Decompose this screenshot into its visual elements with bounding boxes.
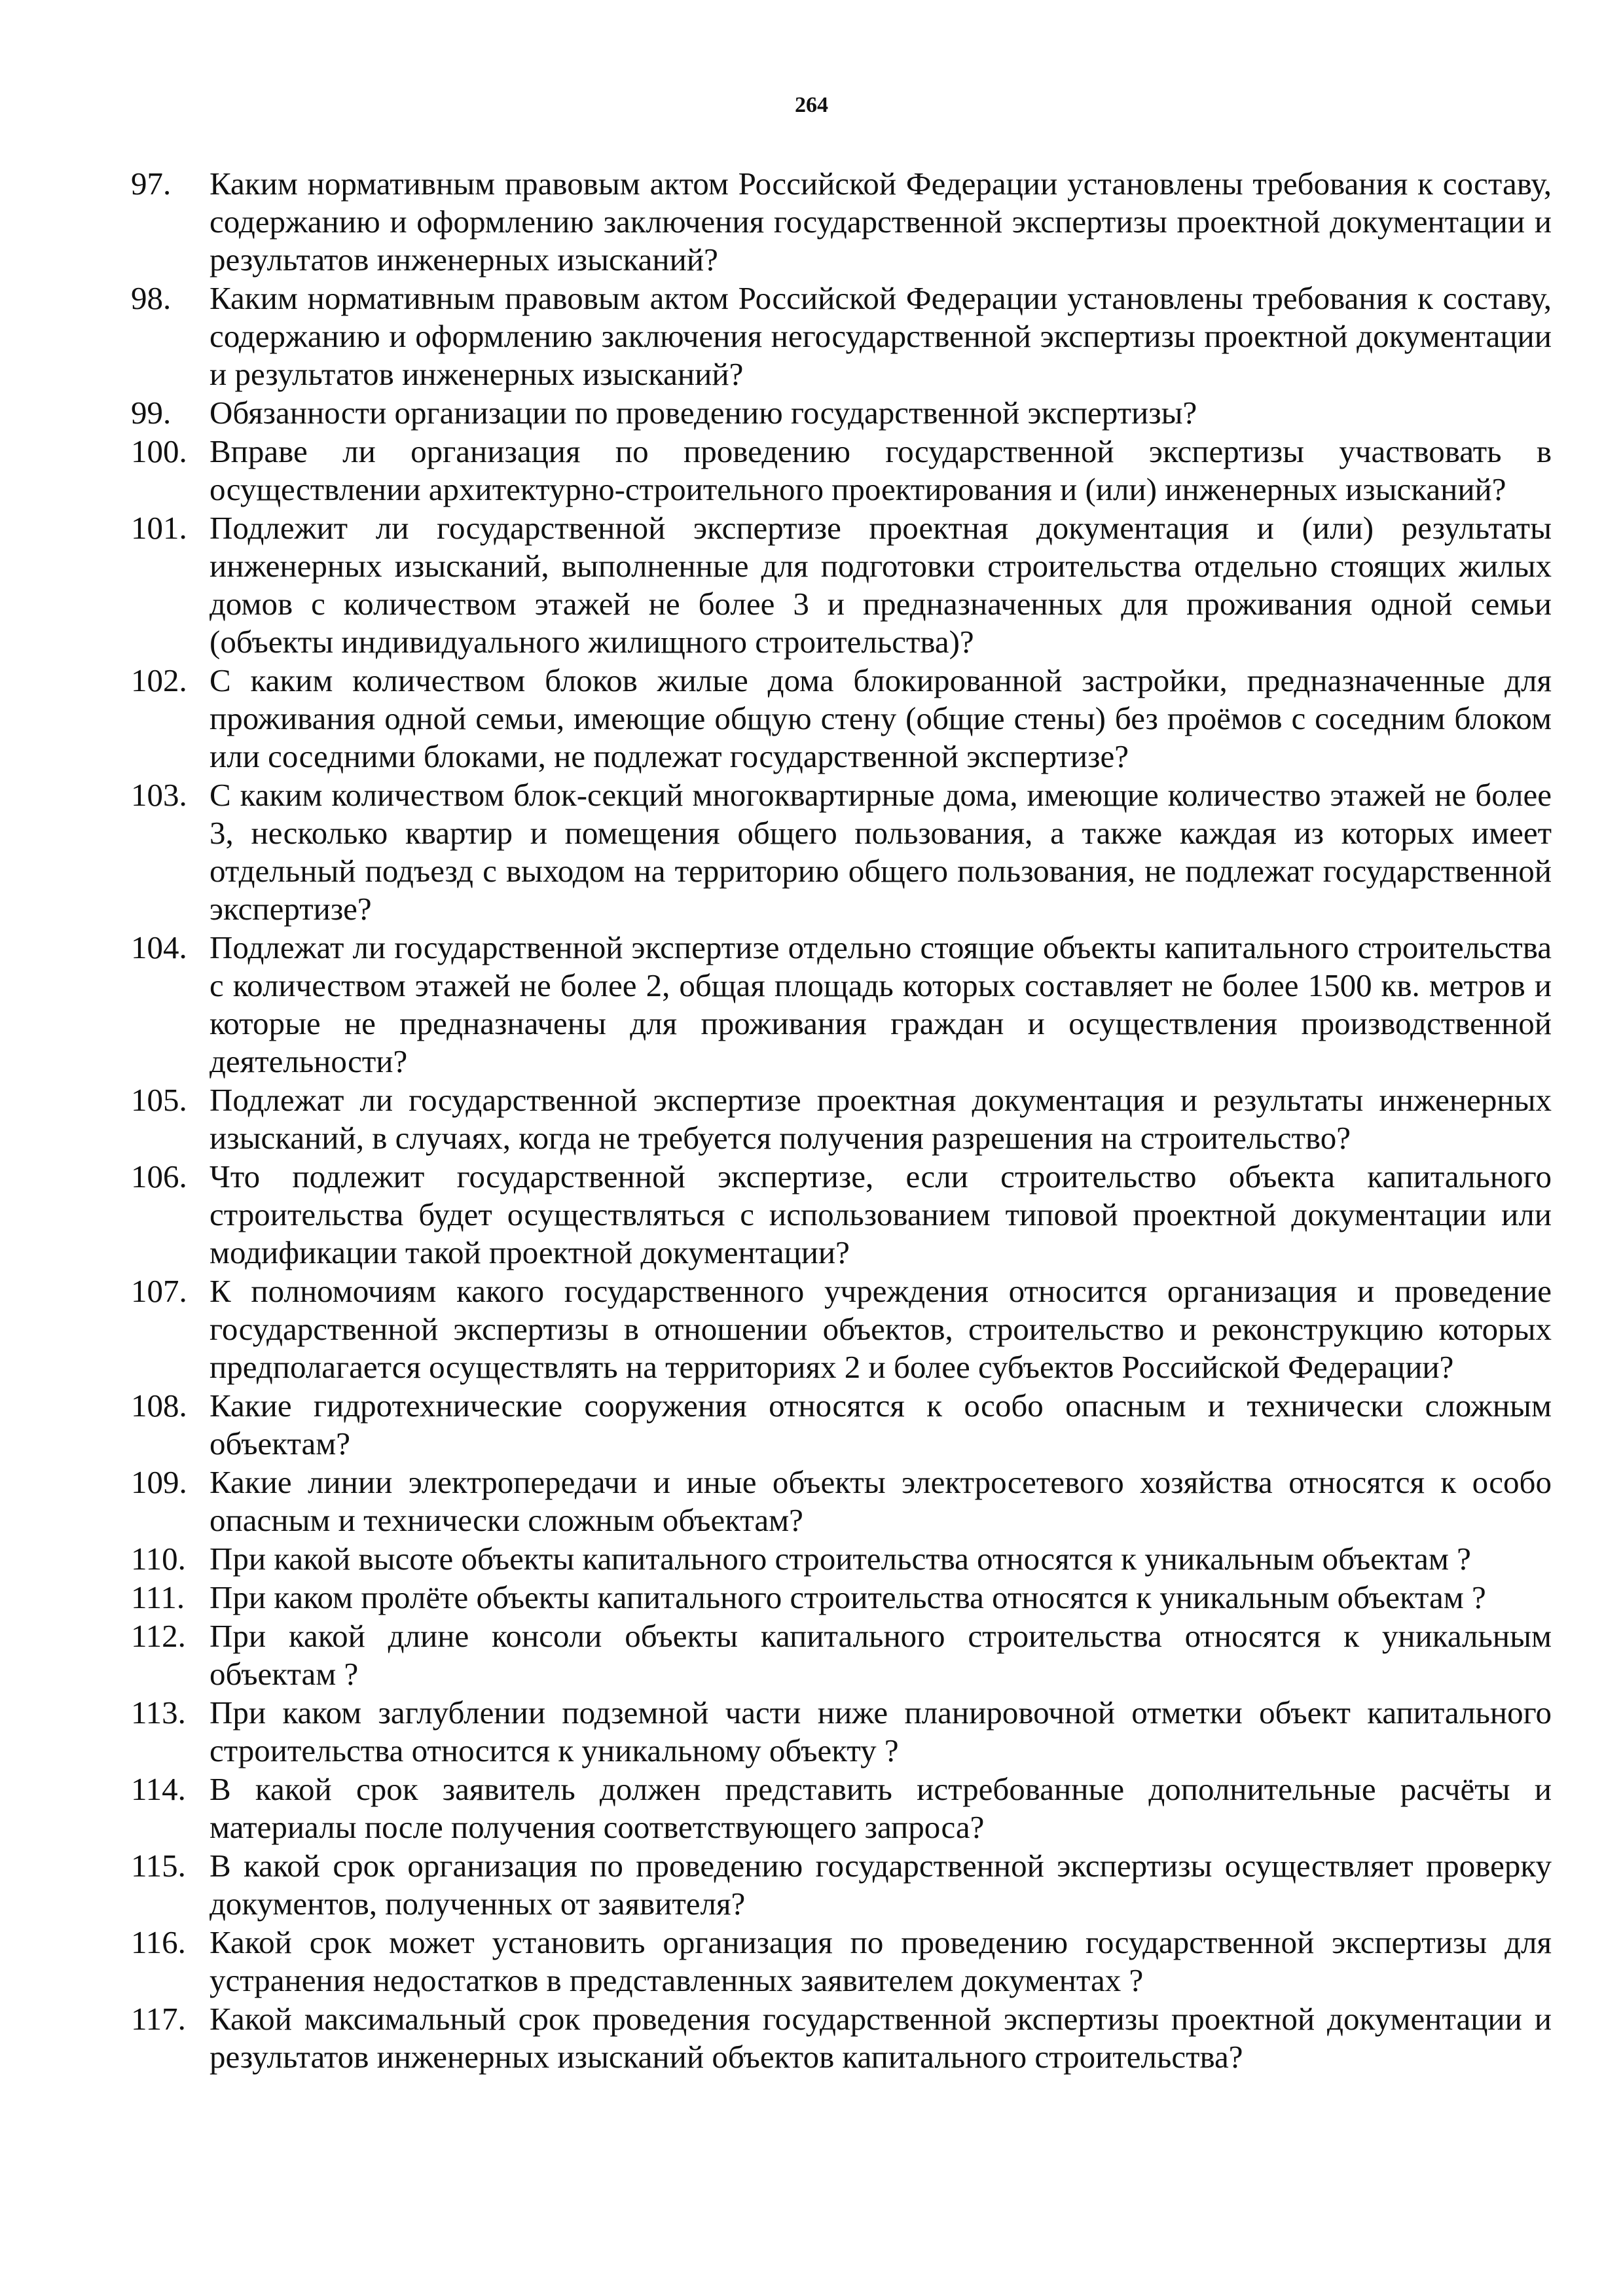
question-text: Каким нормативным правовым актом Российской Федерации установлены требования к составу, содержанию и оформлению заключения государственной экспертизы проектной документации и результатов инженерных изысканий? <box>210 166 1552 278</box>
question-text: Подлежит ли государственной экспертизе проектная документация и (или) результаты инженерных изысканий, выполненные для подготовки строительства отдельно стоящих жилых домов с количеством этажей не более 3 и предназначенных для проживания одной семьи (объекты индивидуального жилищного строительства)? <box>210 510 1552 660</box>
question-number: 117. <box>131 2001 186 2037</box>
question-number: 113. <box>131 1695 186 1731</box>
question-item <box>131 1081 1552 1157</box>
question-number: 106. <box>131 1158 187 1194</box>
question-text: Какие линии электропередачи и иные объекты электросетевого хозяйства относятся к особо опасным и технически сложным объектам? <box>210 1464 1552 1538</box>
question-number: 115. <box>131 1848 186 1884</box>
question-item <box>131 433 1552 509</box>
question-number: 99. <box>131 395 172 431</box>
question-text: Обязанности организации по проведению государственной экспертизы? <box>210 395 1197 431</box>
question-item <box>131 509 1552 661</box>
question-number: 100. <box>131 433 187 469</box>
question-number: 97. <box>131 166 172 202</box>
question-number: 104. <box>131 929 187 965</box>
question-text: При каком пролёте объекты капитального строительства относятся к уникальным объектам ? <box>210 1579 1486 1615</box>
question-text: Подлежат ли государственной экспертизе проектная документация и результаты инженерных изысканий, в случаях, когда не требуется получения разрешения на строительство? <box>210 1082 1552 1156</box>
question-item <box>131 1272 1552 1386</box>
question-number: 105. <box>131 1082 187 1118</box>
question-item <box>131 1694 1552 1770</box>
question-number: 111. <box>131 1579 185 1615</box>
question-item <box>131 1924 1552 2000</box>
page-number: 264 <box>795 93 828 117</box>
question-number: 116. <box>131 1924 186 1960</box>
question-text: Вправе ли организация по проведению государственной экспертизы участвовать в осуществлении архитектурно-строительного проектирования и (или) инженерных изысканий? <box>210 433 1552 507</box>
question-number: 112. <box>131 1618 186 1654</box>
question-text: Какой максимальный срок проведения государственной экспертизы проектной документации и результатов инженерных изысканий объектов капитального строительства? <box>210 2001 1552 2075</box>
question-number: 102. <box>131 662 187 698</box>
question-number: 107. <box>131 1273 187 1309</box>
question-text: Какой срок может установить организация по проведению государственной экспертизы для устранения недостатков в представленных заявителем документах ? <box>210 1924 1552 1998</box>
question-text: В какой срок заявитель должен представить истребованные дополнительные расчёты и материалы после получения соответствующего запроса? <box>210 1771 1552 1845</box>
question-number: 108. <box>131 1388 187 1424</box>
question-item <box>131 1463 1552 1539</box>
question-number: 114. <box>131 1771 186 1807</box>
question-text: Подлежат ли государственной экспертизе отдельно стоящие объекты капитального строительства с количеством этажей не более 2, общая площадь которых составляет не более 1500 кв. метров и которые не предназначены для проживания граждан и осуществления производственной деятельности? <box>210 929 1552 1079</box>
question-item <box>131 394 1552 432</box>
question-text: Каким нормативным правовым актом Российской Федерации установлены требования к составу, содержанию и оформлению заключения негосударственной экспертизы проектной документации и результатов инженерных изысканий? <box>210 280 1552 392</box>
question-number: 101. <box>131 510 187 546</box>
question-text: Какие гидротехнические сооружения относятся к особо опасным и технически сложным объектам? <box>210 1388 1552 1462</box>
question-item <box>131 929 1552 1081</box>
question-item <box>131 165 1552 279</box>
question-text: К полномочиям какого государственного учреждения относится организация и проведение государственной экспертизы в отношении объектов, строительство и реконструкцию которых предполагается осуществлять на территориях 2 и более субъектов Российской Федерации? <box>210 1273 1552 1385</box>
question-text: С каким количеством блоков жилые дома блокированной застройки, предназначенные для проживания одной семьи, имеющие общую стену (общие стены) без проёмов с соседним блоком или соседними блоками, не подлежат государственной экспертизе? <box>210 662 1552 774</box>
question-number: 103. <box>131 777 187 813</box>
question-text: При какой длине консоли объекты капитального строительства относятся к уникальным объектам ? <box>210 1618 1552 1692</box>
question-item <box>131 1770 1552 1846</box>
question-number: 98. <box>131 280 172 316</box>
question-item <box>131 279 1552 393</box>
question-item <box>131 1540 1552 1578</box>
question-text: При каком заглублении подземной части ниже планировочной отметки объект капитального строительства относится к уникальному объекту ? <box>210 1695 1552 1768</box>
question-item <box>131 662 1552 776</box>
question-item <box>131 2000 1552 2076</box>
question-list <box>131 165 1552 2077</box>
question-item <box>131 1617 1552 1693</box>
question-number: 109. <box>131 1464 187 1500</box>
question-item <box>131 1579 1552 1617</box>
question-text: При какой высоте объекты капитального строительства относятся к уникальным объектам ? <box>210 1541 1471 1577</box>
question-text: В какой срок организация по проведению государственной экспертизы осуществляет проверку документов, полученных от заявителя? <box>210 1848 1552 1922</box>
question-item <box>131 1847 1552 1923</box>
question-item <box>131 1387 1552 1463</box>
question-text: Что подлежит государственной экспертизе, если строительство объекта капитального строительства будет осуществляться с использованием типовой проектной документации или модификации такой проектной документации? <box>210 1158 1552 1270</box>
question-item <box>131 776 1552 928</box>
question-number: 110. <box>131 1541 186 1577</box>
question-item <box>131 1158 1552 1272</box>
question-text: С каким количеством блок-секций многоквартирные дома, имеющие количество этажей не более 3, несколько квартир и помещения общего пользования, а также каждая из которых имеет отдельный подъезд с выходом на территорию общего пользования, не подлежат государственной экспертизе? <box>210 777 1552 927</box>
